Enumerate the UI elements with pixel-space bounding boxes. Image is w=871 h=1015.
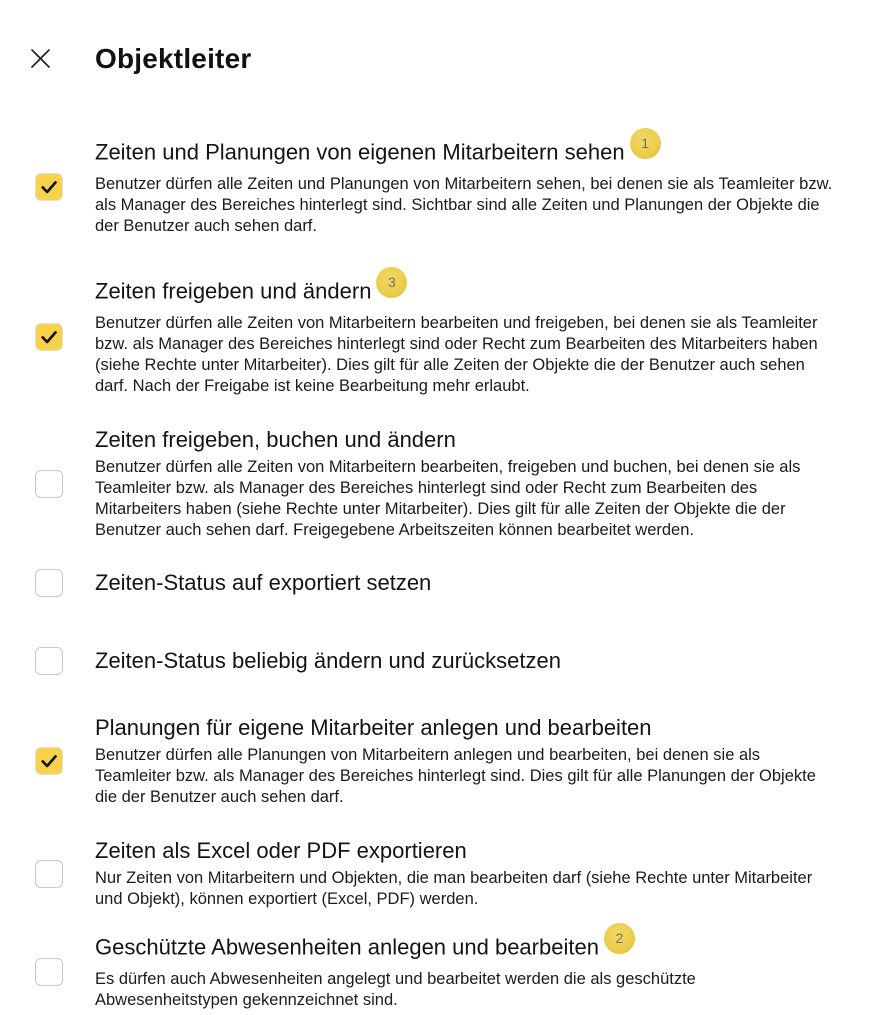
permission-item	[35, 838, 871, 910]
permission-item	[35, 427, 871, 541]
permission-checkbox[interactable]	[35, 470, 63, 498]
permission-text	[95, 427, 836, 541]
close-icon	[30, 48, 51, 69]
permission-title-label: Zeiten freigeben, buchen und ändern	[95, 426, 456, 452]
permission-title	[95, 134, 836, 169]
page-title: Objektleiter	[95, 42, 252, 74]
permission-text	[95, 647, 836, 675]
permission-title-label: Geschützte Abwesenheiten anlegen und bearbeiten	[95, 933, 599, 959]
permission-description: Benutzer dürfen alle Planungen von Mitarbeitern anlegen und bearbeiten, bei denen sie als Teamleiter bzw. als Manager des Bereiches hinterlegt sind. Dies gilt für alle Planungen der Objekte die der Benutzer auch sehen darf.	[95, 745, 816, 806]
permission-description: Benutzer dürfen alle Zeiten von Mitarbeitern bearbeiten und freigeben, bei denen sie als Teamleiter bzw. als Manager des Bereiches hinterlegt sind oder Recht zum Bearbeiten des Mitarbeiters haben (siehe Rechte unter Mitarbeiter). Dies gilt für alle Zeiten der Objekte die der Benutzer auch sehen darf. Nach der Freigabe ist keine Bearbeitung mehr erlaubt.	[95, 313, 818, 395]
permission-item	[35, 929, 871, 1011]
permission-description: Es dürfen auch Abwesenheiten angelegt und bearbeitet werden die als geschützte Abwesenheitstypen gekennzeichnet sind.	[95, 969, 696, 1009]
permission-item	[35, 647, 871, 675]
permission-checkbox[interactable]	[35, 958, 63, 986]
permission-title-label: Planungen für eigene Mitarbeiter anlegen und bearbeiten	[95, 714, 652, 740]
annotation-badge: 3	[376, 267, 407, 298]
permission-title-label: Zeiten freigeben und ändern	[95, 277, 372, 303]
permission-text	[95, 273, 836, 397]
permission-checkbox[interactable]	[35, 860, 63, 888]
permission-text	[95, 838, 836, 910]
permission-item	[35, 715, 871, 808]
permission-checkbox[interactable]	[35, 569, 63, 597]
permission-checkbox[interactable]	[35, 747, 63, 775]
permission-description: Nur Zeiten von Mitarbeitern und Objekten, die man bearbeiten darf (siehe Rechte unter Mitarbeiter und Objekt), können exportiert (Excel, PDF) werden.	[95, 868, 813, 908]
permission-title	[95, 273, 836, 308]
permission-title-label: Zeiten als Excel oder PDF exportieren	[95, 837, 467, 863]
permission-title	[95, 838, 836, 863]
permission-title	[95, 427, 836, 452]
dialog-header	[0, 0, 871, 94]
permission-title	[95, 929, 836, 964]
annotation-badge: 2	[604, 923, 635, 954]
permission-item	[35, 569, 871, 597]
permission-checkbox[interactable]	[35, 323, 63, 351]
permission-checkbox[interactable]	[35, 173, 63, 201]
permission-item	[35, 134, 871, 237]
permission-title	[95, 647, 836, 675]
annotation-badge: 1	[630, 128, 661, 159]
close-button[interactable]	[28, 47, 52, 71]
permission-text	[95, 715, 836, 808]
permission-text	[95, 134, 836, 237]
permission-description: Benutzer dürfen alle Zeiten von Mitarbeitern bearbeiten, freigeben und buchen, bei denen sie als Teamleiter bzw. als Manager des Bereiches hinterlegt sind oder Recht zum Bearbeiten des Mitarbeiters haben (siehe Rechte unter Mitarbeiter). Dies gilt für alle Zeiten der Objekte die der Benutzer auch sehen darf. Freigegebene Arbeitszeiten können bearbeitet werden.	[95, 457, 801, 539]
checkmark-icon	[39, 751, 59, 771]
permission-title-label: Zeiten und Planungen von eigenen Mitarbeitern sehen	[95, 138, 625, 164]
checkmark-icon	[39, 327, 59, 347]
permission-title	[95, 569, 836, 597]
permission-list	[0, 134, 871, 1011]
permission-checkbox[interactable]	[35, 647, 63, 675]
permission-description: Benutzer dürfen alle Zeiten und Planungen von Mitarbeitern sehen, bei denen sie als Teamleiter bzw. als Manager des Bereiches hinterlegt sind. Sichtbar sind alle Zeiten und Planungen der Objekte die der Benutzer auch sehen darf.	[95, 174, 833, 235]
permission-title	[95, 715, 836, 740]
permission-item	[35, 273, 871, 397]
permission-text	[95, 569, 836, 597]
permission-text	[95, 929, 836, 1011]
permission-title-label: Zeiten-Status beliebig ändern und zurücksetzen	[95, 647, 561, 673]
checkmark-icon	[39, 177, 59, 197]
permission-title-label: Zeiten-Status auf exportiert setzen	[95, 569, 432, 595]
